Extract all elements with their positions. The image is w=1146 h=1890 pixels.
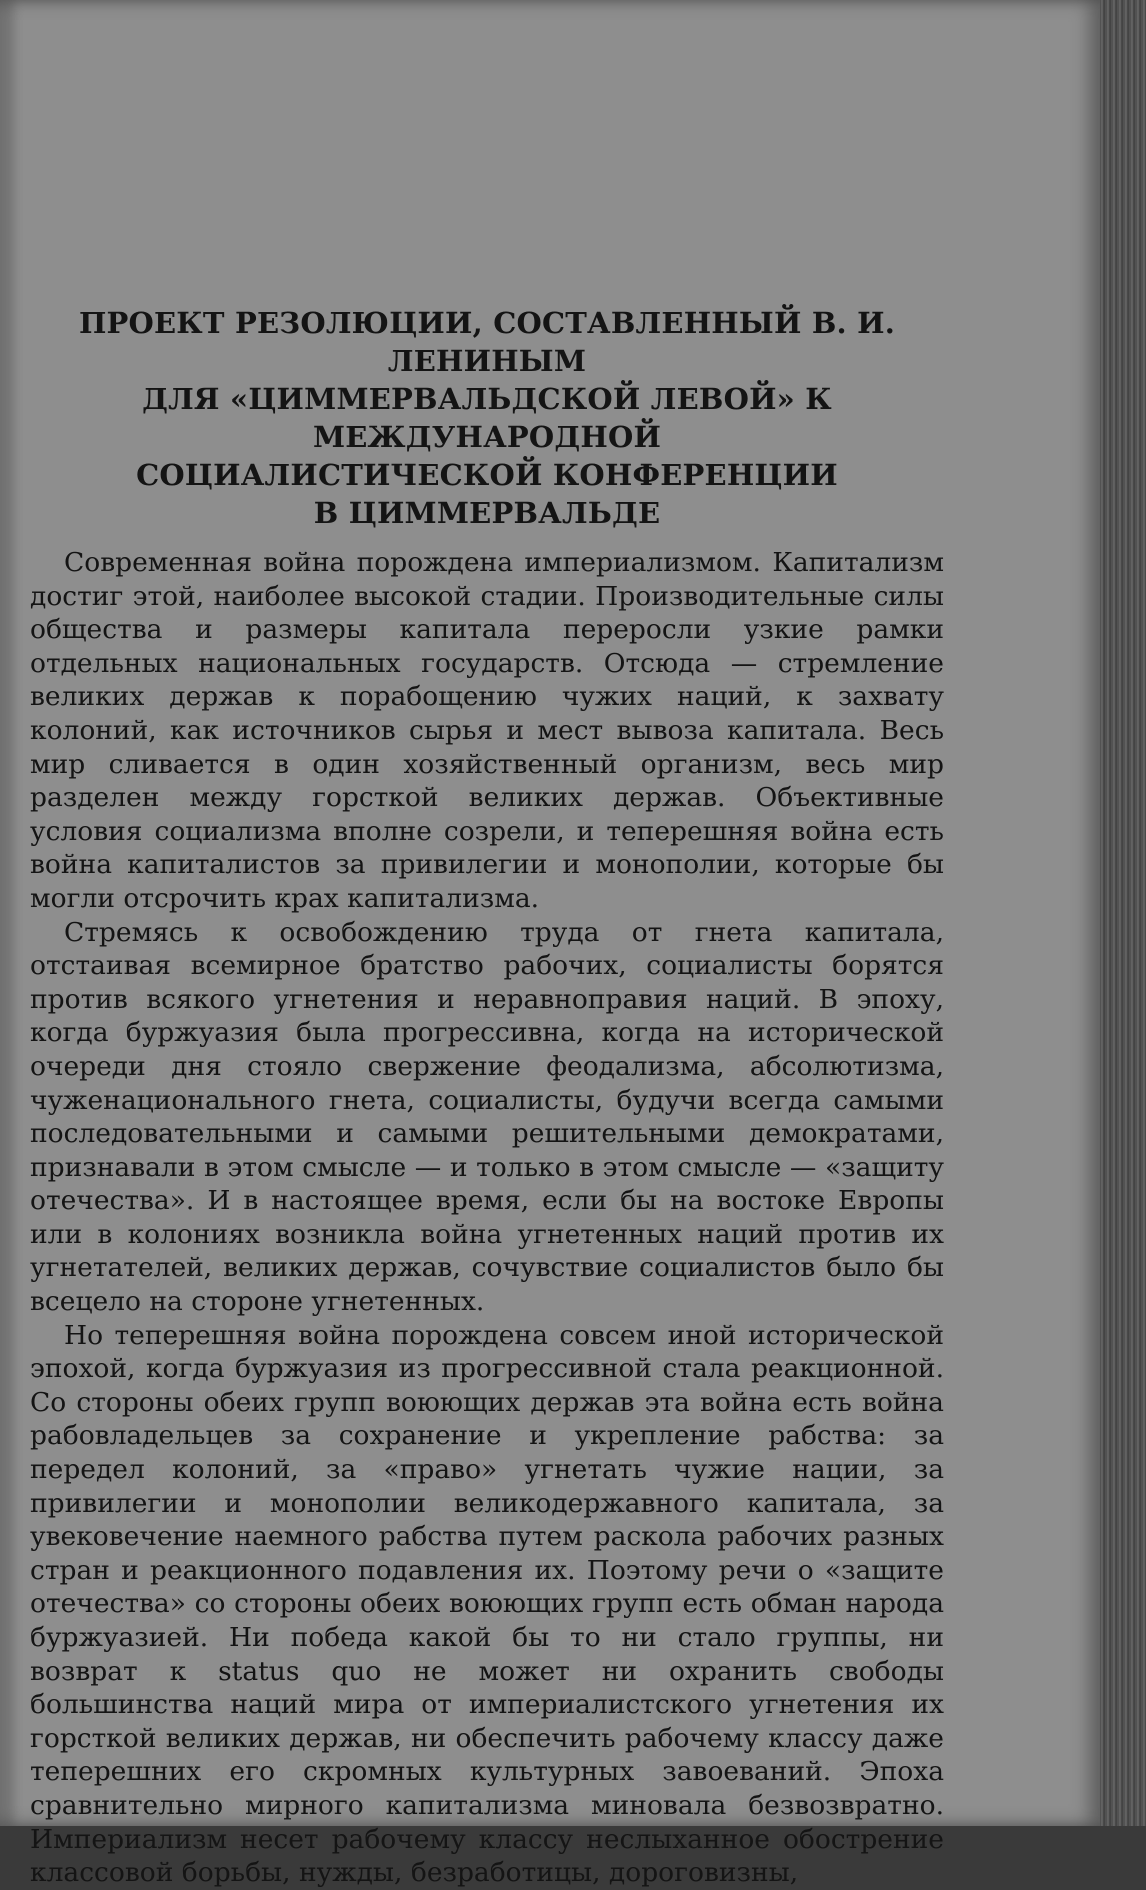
book-edge	[1100, 0, 1146, 1826]
heading-line: СОЦИАЛИСТИЧЕСКОЙ КОНФЕРЕНЦИИ	[136, 458, 838, 492]
heading-line: ДЛЯ «ЦИММЕРВАЛЬДСКОЙ ЛЕВОЙ» К МЕЖДУНАРОДНОЙ	[142, 382, 832, 454]
body-paragraph: Стремясь к освобождению труда от гнета капитала, отстаивая всемирное братство рабочих, социалисты борятся против всякого угнетения и неравноправия наций. В эпоху, когда буржуазия была прогрессивна, когда на исторической очереди дня стояло свержение феодализма, абсолютизма, чуженационального гнета, социалисты, будучи всегда самыми последовательными и самыми решительными демократами, признавали в этом смысле — и только в этом смысле — «защиту отечества». И в настоящее время, если бы на востоке Европы или в колониях возникла война угнетенных наций против их угнетателей, великих держав, сочувствие социалистов было бы всецело на стороне угнетенных.	[30, 916, 944, 1318]
page-content	[30, 304, 944, 1890]
heading-line: В ЦИММЕРВАЛЬДЕ	[313, 496, 661, 530]
body-paragraph: Но теперешняя война порождена совсем иной исторической эпохой, когда буржуазия из прогрессивной стала реакционной. Со стороны обеих групп воюющих держав эта война есть война рабовладельцев за сохранение и укрепление рабства: за передел колоний, за «право» угнетать чужие нации, за привилегии и монополии великодержавного капитала, за увековечение наемного рабства путем раскола рабочих разных стран и реакционного подавления их. Поэтому речи о «защите отечества» со стороны обеих воюющих групп есть обман народа буржуазией. Ни победа какой бы то ни стало группы, ни возврат к status quo не может ни охранить свободы большинства наций мира от империалистского угнетения их горсткой великих держав, ни обеспечить рабочему классу даже теперешних его скромных культурных завоеваний. Эпоха сравнительно мирного капитализма миновала безвозвратно. Империализм несет рабочему классу неслыханное обострение классовой борьбы, нужды, безработицы, дороговизны,	[30, 1319, 944, 1889]
heading-line: ПРОЕКТ РЕЗОЛЮЦИИ, СОСТАВЛЕННЫЙ В. И. ЛЕНИНЫМ	[78, 306, 896, 378]
body-paragraph: Современная война порождена империализмом. Капитализм достиг этой, наиболее высокой стадии. Производительные силы общества и размеры капитала переросли узкие рамки отдельных национальных государств. Отсюда — стремление великих держав к порабощению чужих наций, к захвату колоний, как источников сырья и мест вывоза капитала. Весь мир сливается в один хозяйственный организм, весь мир разделен между горсткой великих держав. Объективные условия социализма вполне созрели, и теперешняя война есть война капиталистов за привилегии и монополии, которые бы могли отсрочить крах капитализма.	[30, 547, 944, 914]
resolution-heading	[30, 304, 944, 532]
